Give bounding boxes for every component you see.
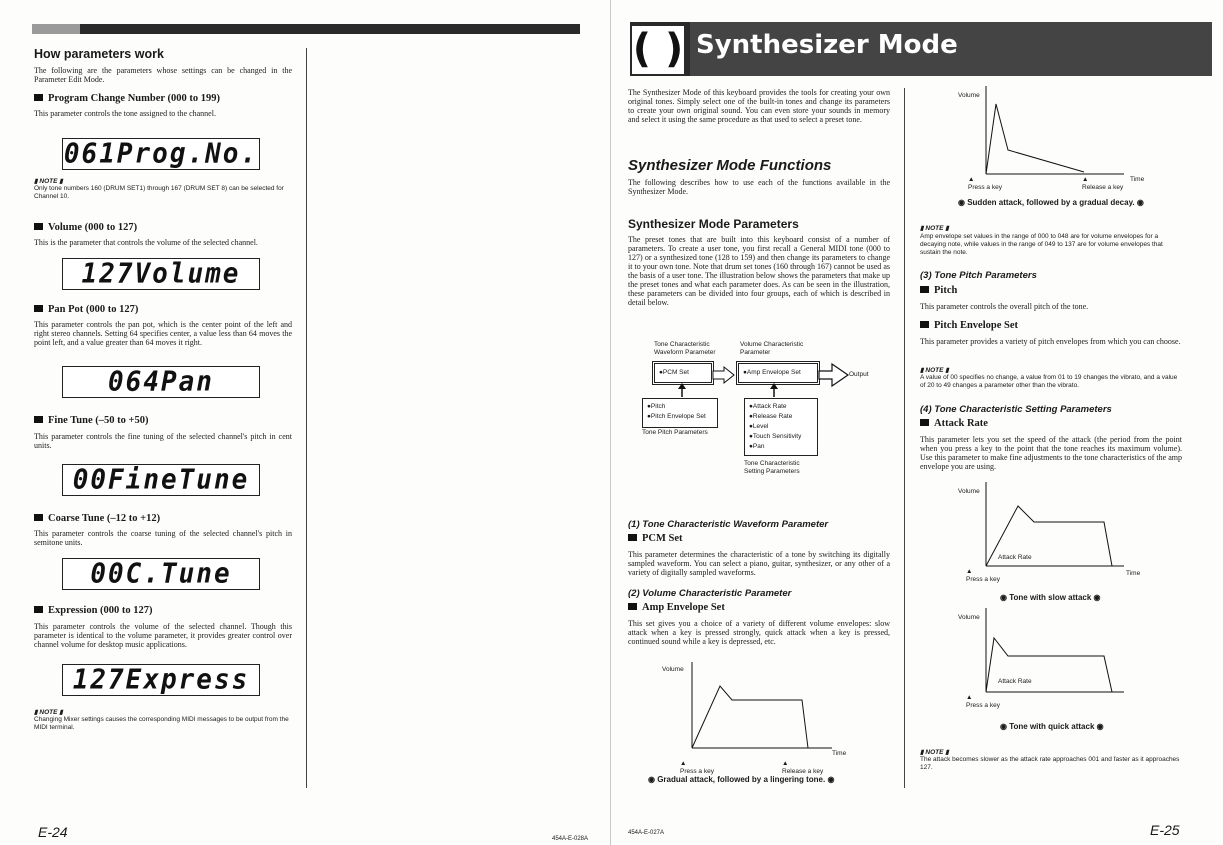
pcm-title: PCM Set	[628, 533, 683, 544]
lcd-display: 127Express	[62, 664, 260, 696]
press-label: ▲ Press a key	[968, 176, 1002, 191]
page-title: Synthesizer Mode	[696, 30, 958, 60]
output-label: Output	[849, 371, 869, 378]
param-text: This parameter controls the tone assigned to the channel.	[34, 109, 216, 118]
column-divider	[904, 88, 905, 788]
note-text: Amp envelope set values in the range of 000 to 048 are for volume envelopes for a decaying note, while values in the range of 049 to 137 are for volume envelopes that sustain the note.	[920, 233, 1163, 256]
section2-title: (2) Volume Characteristic Parameter	[628, 588, 792, 599]
params-title: Synthesizer Mode Parameters	[628, 217, 799, 231]
functions-title: Synthesizer Mode Functions	[628, 157, 832, 174]
graph-caption: ◉ Sudden attack, followed by a gradual decay. ◉	[958, 198, 1144, 207]
pitch-text: This parameter controls the overall pitch of the tone.	[920, 302, 1089, 311]
lcd-display: 127Volume	[62, 258, 260, 290]
pcm-text: This parameter determines the characteristic of a tone by switching its digitally sampled waveform. You can select a piano, guitar, synthesizer, or any other of a variety of digitally sampled waveforms.	[628, 550, 890, 577]
graph-time-label: Time	[832, 750, 847, 757]
release-label: ▲ Release a key	[1082, 176, 1124, 191]
page-number: E-24	[38, 824, 68, 840]
press-label: ▲ Press a key	[680, 760, 714, 775]
banner-mark: ( )	[632, 26, 684, 72]
pitch-envelope-text: This parameter provides a variety of pitch envelopes from which you can choose.	[920, 337, 1181, 346]
note-title: ▮ NOTE ▮	[34, 178, 63, 185]
page-number: E-25	[1150, 822, 1180, 838]
note-title: ▮ NOTE ▮	[920, 225, 949, 232]
page-fold	[610, 0, 611, 845]
pitch-group-label: Tone Pitch Parameters	[642, 429, 708, 436]
amp-title: Amp Envelope Set	[628, 602, 725, 613]
section-heading: How parameters work	[34, 47, 164, 61]
functions-text: The following describes how to use each of the functions available in the Synthesizer Mode.	[628, 178, 890, 196]
param-text: This is the parameter that controls the volume of the selected channel.	[34, 238, 258, 247]
note-text: Only tone numbers 160 (DRUM SET1) through 167 (DRUM SET 8) can be selected for Channel 10.	[34, 185, 284, 200]
pitch-box: ●Pitch ●Pitch Envelope Set	[642, 398, 718, 428]
envelope-graph-sudden	[974, 86, 1194, 176]
param-title: Volume (000 to 127)	[34, 222, 137, 233]
lcd-display: 00C.Tune	[62, 558, 260, 590]
pcm-box-inner: ●PCM Set	[654, 363, 712, 383]
param-title: Pan Pot (000 to 127)	[34, 304, 138, 315]
attack-rate-label: Attack Rate	[998, 554, 1032, 561]
header-bar	[32, 24, 580, 34]
param-title: Coarse Tune (–12 to +12)	[34, 513, 160, 524]
intro-text: The following are the parameters whose settings can be changed in the Parameter Edit Mode.	[34, 66, 292, 84]
press-label: ▲ Press a key	[966, 568, 1000, 583]
graph-caption: ◉ Tone with slow attack ◉	[1000, 593, 1101, 602]
section4-title: (4) Tone Characteristic Setting Parameters	[920, 404, 1112, 415]
right-page	[612, 0, 1223, 845]
section3-title: (3) Tone Pitch Parameters	[920, 270, 1037, 281]
graph-volume-label: Volume	[958, 92, 980, 99]
note-text: A value of 00 specifies no change, a value from 01 to 19 changes the vibrato, and a value of 20 to 49 changes a parameter other than the vibrato.	[920, 374, 1178, 389]
page-code: 454A-E-027A	[628, 830, 665, 836]
param-title: Program Change Number (000 to 199)	[34, 93, 220, 104]
note-text: The attack becomes slower as the attack rate approaches 001 and faster as it approaches 127.	[920, 756, 1180, 771]
pitch-title: Pitch	[920, 285, 957, 296]
note-text: Changing Mixer settings causes the corresponding MIDI messages to be output from the MIDI terminal.	[34, 716, 289, 731]
page-code: 454A-E-028A	[552, 836, 589, 842]
params-text: The preset tones that are built into this keyboard consist of a number of parameters. To create a user tone, you first recall a General MIDI tone (000 to 127) or a synthesized tone (128 to 159) and then change its parameters to change it to your own tone. Note that drum set tones (160 through 167) cannot be used as the basis of a user tone. The illustration below shows the parameters that make up the preset tones and what each parameter does. As can be seen in the illustration, these parameters can be divided into four groups, each of which is described in detail below.	[628, 235, 890, 307]
envelope-graph-gradual	[652, 662, 892, 752]
setting-group-label: Tone Characteristic Setting Parameters	[744, 460, 800, 475]
graph-volume-label: Volume	[958, 488, 980, 495]
note-title: ▮ NOTE ▮	[34, 709, 63, 716]
amp-box-inner: ●Amp Envelope Set	[738, 363, 818, 383]
intro-text: The Synthesizer Mode of this keyboard provides the tools for creating your own original tones. Simply select one of the built-in tones and change its parameters to create your own original sound. You can even store your sounds in memory and select it using the same procedure as that used to select a preset tone.	[628, 88, 890, 124]
amp-text: This set gives you a choice of a variety of different volume envelopes: slow attack when a key is pressed strongly, quick attack when a key is pressed, continued sound while a key is depressed, etc.	[628, 619, 890, 646]
section1-title: (1) Tone Characteristic Waveform Parameter	[628, 519, 829, 530]
graph-time-label: Time	[1126, 570, 1141, 577]
press-label: ▲ Press a key	[966, 694, 1000, 709]
attack-rate-label: Attack Rate	[998, 678, 1032, 685]
graph-volume-label: Volume	[958, 614, 980, 621]
param-text: This parameter controls the coarse tuning of the selected channel's pitch in semitone units.	[34, 529, 292, 547]
param-title: Expression (000 to 127)	[34, 605, 153, 616]
param-text: This parameter controls the fine tuning of the selected channel's pitch in cent units.	[34, 432, 292, 450]
lcd-display: 061Prog.No.	[63, 138, 259, 170]
graph-time-label: Time	[1130, 176, 1145, 183]
graph-caption: ◉ Tone with quick attack ◉	[1000, 722, 1104, 731]
lcd-display: 064Pan	[62, 366, 260, 398]
note-title: ▮ NOTE ▮	[920, 749, 949, 756]
diagram-label: Volume Characteristic Parameter	[740, 341, 804, 356]
note-title: ▮ NOTE ▮	[920, 367, 949, 374]
graph-caption: ◉ Gradual attack, followed by a lingering tone. ◉	[648, 775, 835, 784]
attack-text: This parameter lets you set the speed of the attack (the period from the point when you press a key to the point that the tone reaches its maximum volume). Use this parameter to make fine adjustments to the tone characteristics of the amp envelope you are using.	[920, 435, 1182, 471]
column-divider	[306, 48, 307, 788]
diagram-label: Tone Characteristic Waveform Parameter	[654, 341, 716, 356]
pitch-envelope-title: Pitch Envelope Set	[920, 320, 1018, 331]
graph-volume-label: Volume	[662, 666, 684, 673]
left-page	[0, 0, 610, 845]
param-text: This parameter controls the pan pot, which is the center point of the left and right stereo channels. Setting 64 specifies center, a value less than 64 moves the point left, and a value greater than 64 moves it right.	[34, 320, 292, 347]
param-title: Fine Tune (–50 to +50)	[34, 415, 149, 426]
param-text: This parameter controls the volume of the selected channel. Though this parameter is identical to the volume parameter, it provides greater control over channel volume for desktop music applications.	[34, 622, 292, 649]
attack-title: Attack Rate	[920, 418, 988, 429]
setting-box: ●Attack Rate ●Release Rate ●Level ●Touch Sensitivity ●Pan	[744, 398, 818, 456]
lcd-display: 00FineTune	[62, 464, 260, 496]
release-label: ▲ Release a key	[782, 760, 824, 775]
